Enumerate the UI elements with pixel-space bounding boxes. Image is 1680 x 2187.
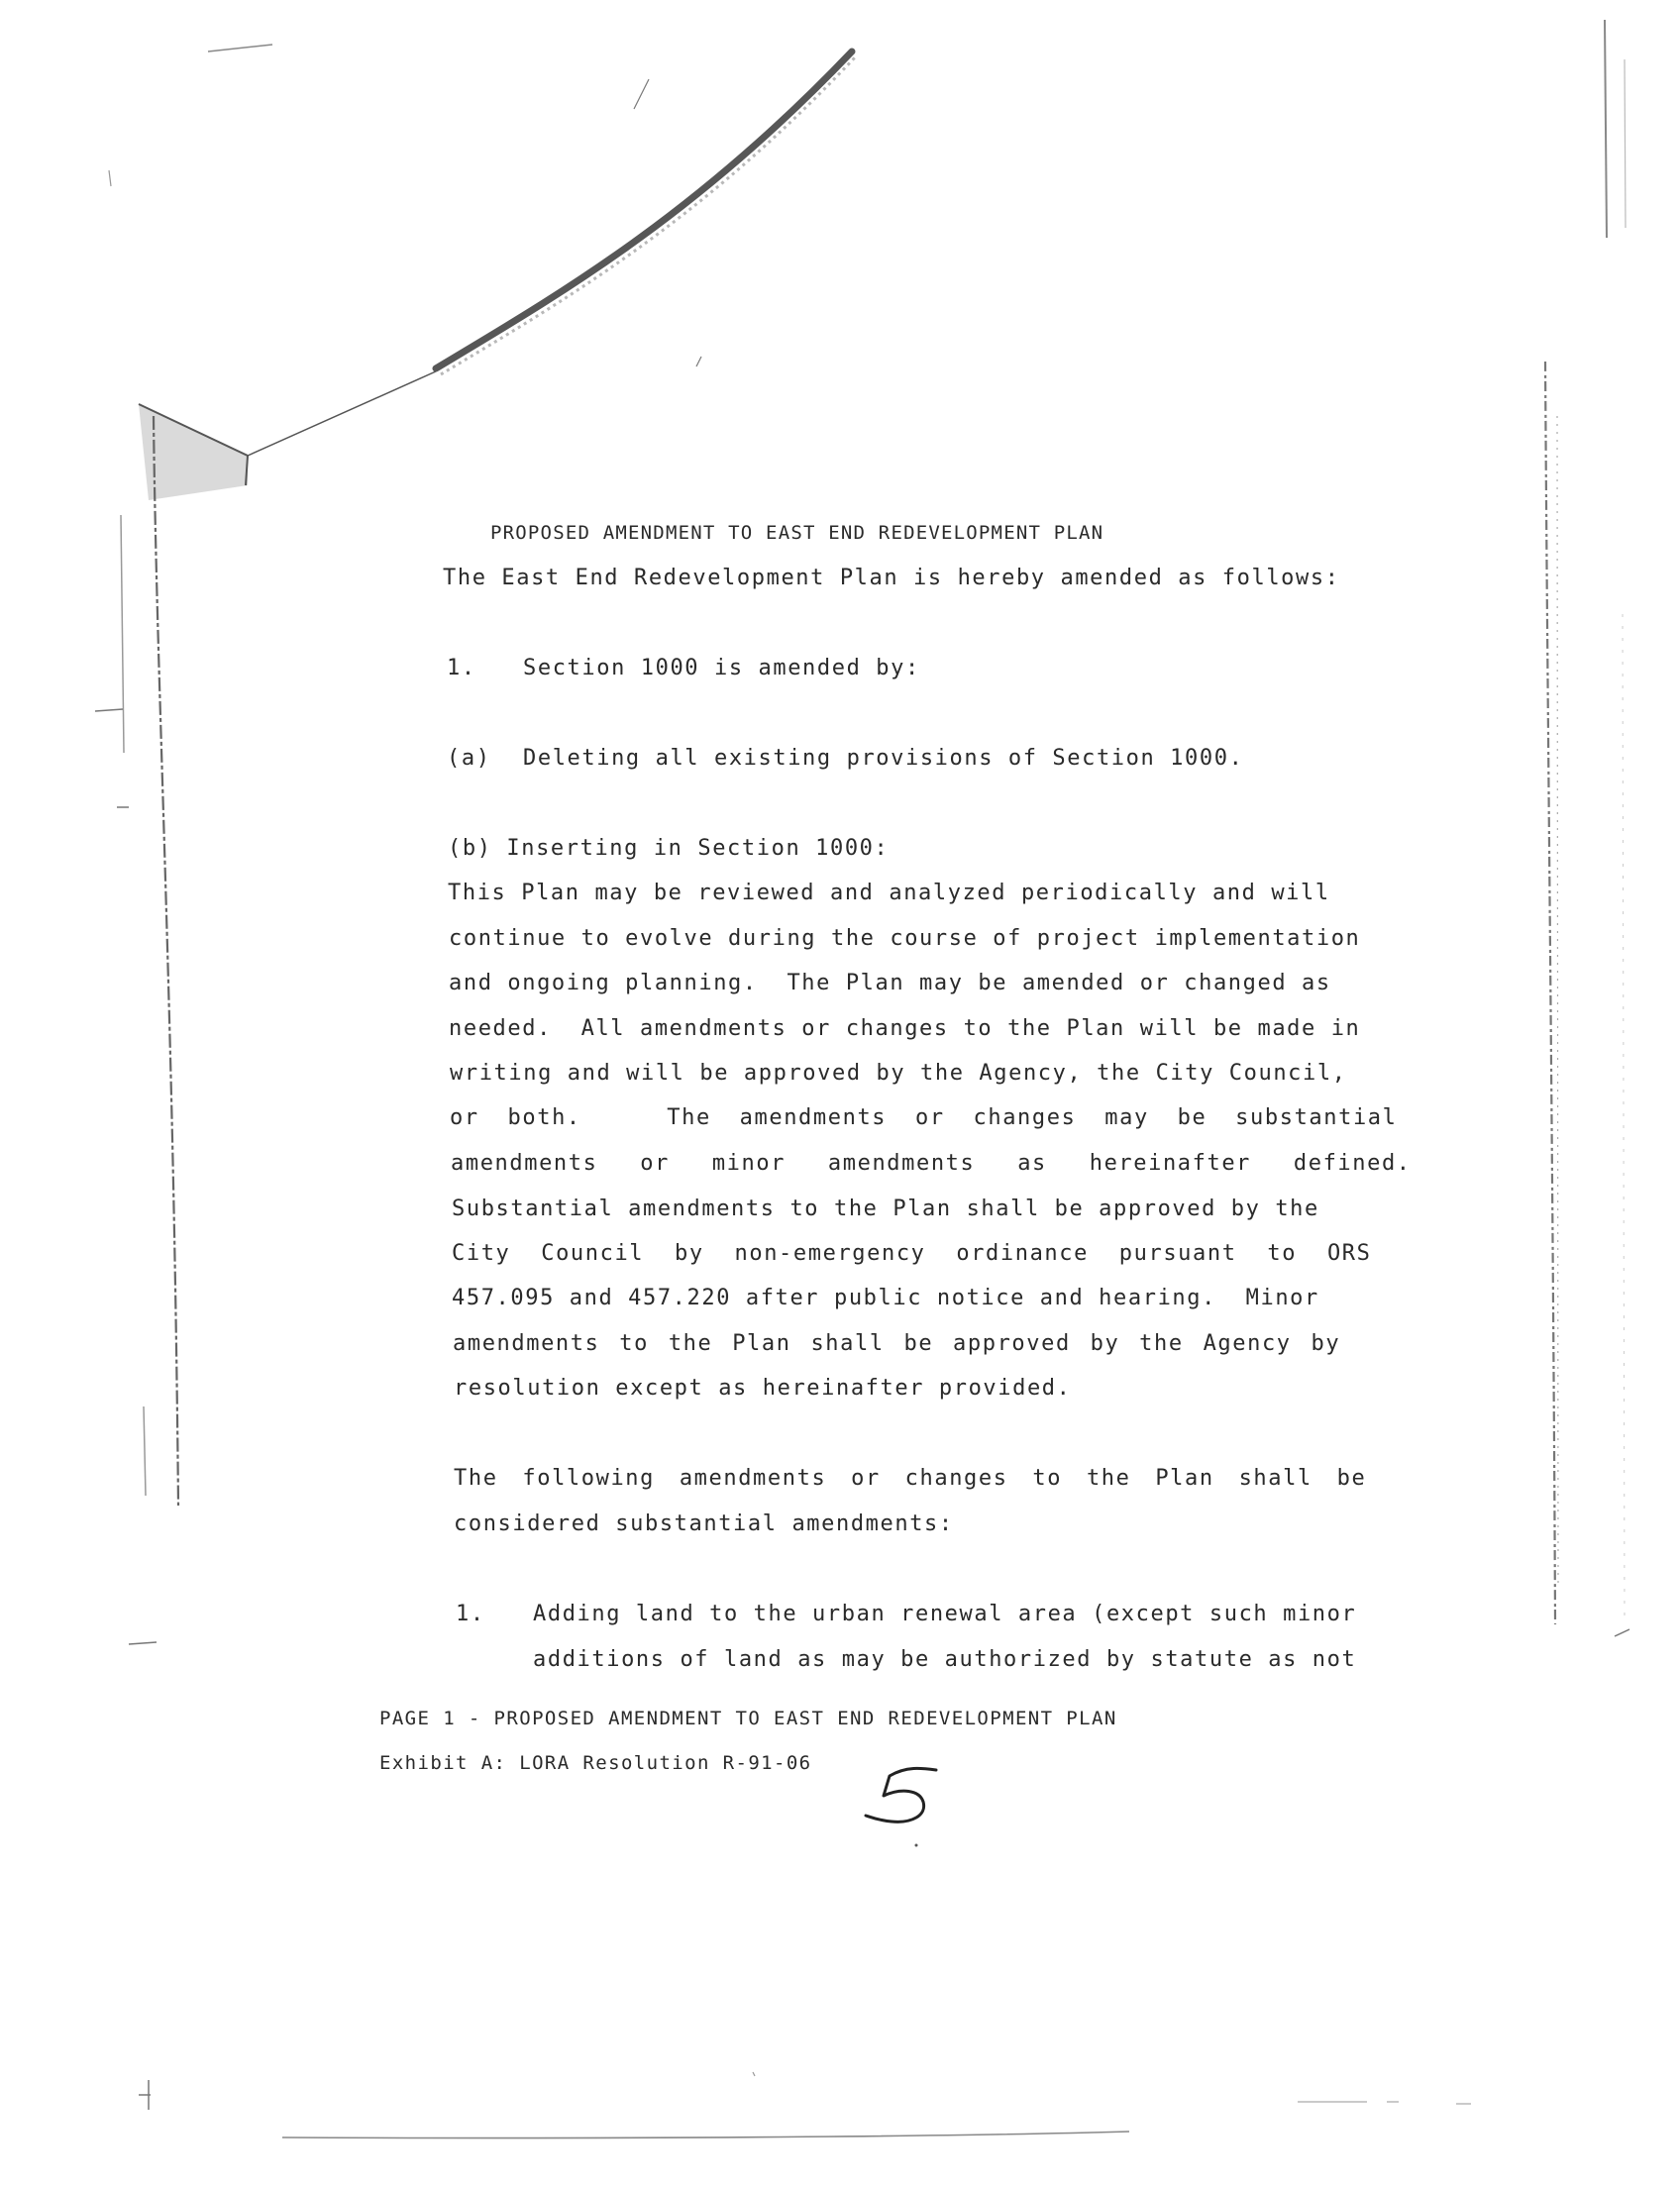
paragraph-1-line: amendments or minor amendments as hereinafter defined.: [451, 1151, 1412, 1176]
paragraph-1-line: Substantial amendments to the Plan shall be approved by the: [452, 1197, 1319, 1221]
right-edge-line-3: [1545, 362, 1555, 1624]
item-a-text: Deleting all existing provisions of Section 1000.: [523, 746, 1244, 771]
item-a-label: (a): [447, 746, 491, 771]
right-edge-line-1: [1605, 20, 1607, 238]
paragraph-2-line: considered substantial amendments:: [454, 1511, 954, 1536]
fold-streak: [436, 52, 852, 368]
paragraph-1-line: City Council by non-emergency ordinance pursuant to ORS: [452, 1241, 1372, 1266]
footer-line-2: Exhibit A: LORA Resolution R-91-06: [379, 1752, 812, 1774]
list-item-1-line: Adding land to the urban renewal area (except such minor: [533, 1602, 1357, 1626]
bottom-edge-line: [282, 2132, 1129, 2138]
right-edge-line-2: [1625, 59, 1626, 228]
left-mark-3: [129, 1642, 157, 1644]
item-b-text: (b) Inserting in Section 1000:: [448, 836, 890, 861]
right-edge-line-4: [1557, 416, 1558, 1585]
item-1-text: Section 1000 is amended by:: [523, 656, 920, 680]
left-binding-line: [154, 416, 178, 1506]
top-small-mark: [634, 79, 649, 109]
footer-line-1: PAGE 1 - PROPOSED AMENDMENT TO EAST END REDEVELOPMENT PLAN: [379, 1708, 1117, 1729]
paragraph-1-line: amendments to the Plan shall be approved by the Agency by: [453, 1331, 1341, 1356]
left-mark-4: [109, 170, 111, 186]
list-item-1-number: 1.: [456, 1602, 485, 1626]
paragraph-2-line: The following amendments or changes to the Plan shall be: [454, 1466, 1367, 1491]
intro-line: The East End Redevelopment Plan is hereby amended as follows:: [443, 566, 1340, 590]
left-mark-1: [95, 709, 123, 711]
right-edge-line-5: [1623, 614, 1625, 1624]
left-binding-line-2: [121, 515, 124, 753]
paragraph-1-line: 457.095 and 457.220 after public notice and hearing. Minor: [452, 1286, 1319, 1310]
list-item-1-line: additions of land as may be authorized by statute as not: [533, 1647, 1357, 1672]
paragraph-1-line: needed. All amendments or changes to the Plan will be made in: [449, 1016, 1361, 1041]
fold-thin-line: [248, 371, 436, 456]
bottom-edge-dash: [1298, 2102, 1471, 2104]
item-1-number: 1.: [447, 656, 476, 680]
paragraph-1-line: writing and will be approved by the Agency, the City Council,: [450, 1061, 1347, 1086]
document-title: PROPOSED AMENDMENT TO EAST END REDEVELOPMENT PLAN: [490, 522, 1104, 544]
top-left-dash: [208, 45, 272, 52]
handwritten-page-number: [862, 1758, 951, 1847]
paragraph-1-line: This Plan may be reviewed and analyzed periodically and will: [448, 881, 1330, 905]
paragraph-1-line: continue to evolve during the course of project implementation: [449, 926, 1361, 951]
mid-small-mark: [696, 357, 701, 366]
paragraph-1-line: and ongoing planning. The Plan may be amended or changed as: [449, 971, 1331, 995]
right-mark-1: [1615, 1629, 1629, 1636]
paragraph-1-line: or both. The amendments or changes may be substantial: [450, 1105, 1398, 1130]
bottom-small-mark: [753, 2072, 755, 2076]
paragraph-1-line: resolution except as hereinafter provided.: [454, 1376, 1072, 1401]
left-binding-line-3: [144, 1406, 146, 1496]
